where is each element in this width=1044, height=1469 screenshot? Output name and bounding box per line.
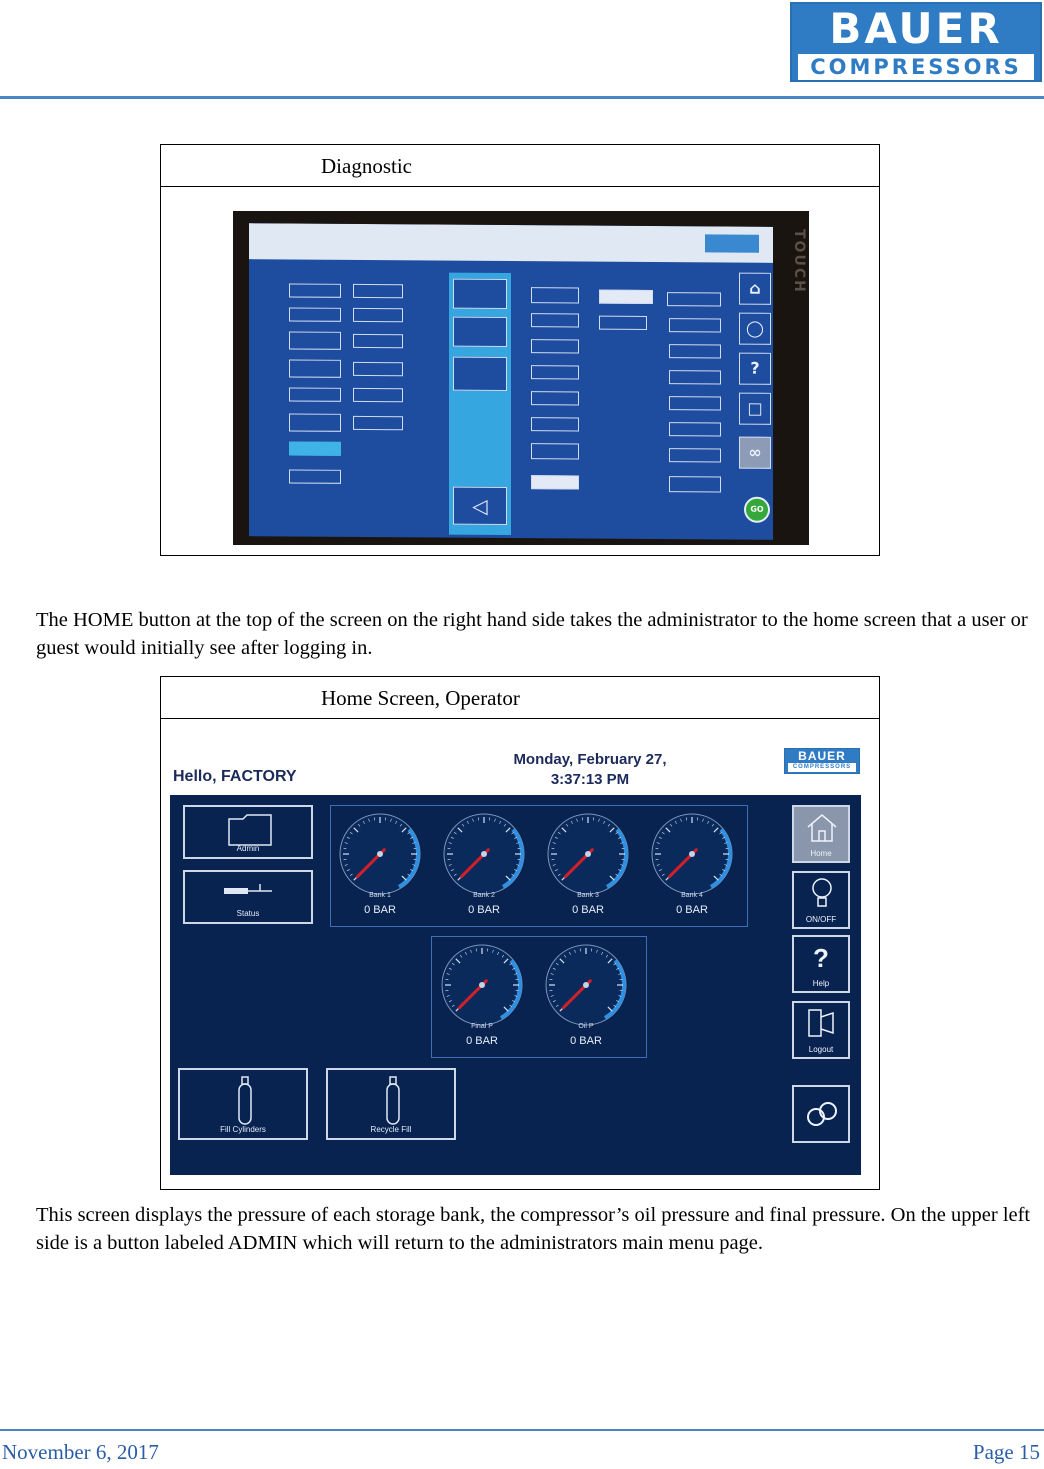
diag-value <box>353 388 403 402</box>
gauge-unit: BAR <box>477 904 500 916</box>
diag-button[interactable] <box>669 476 721 492</box>
cylinder-icon <box>383 1076 403 1126</box>
diag-button[interactable] <box>289 469 341 483</box>
diagnostic-touchscreen <box>249 223 773 540</box>
on-off-button[interactable] <box>792 871 850 929</box>
diag-button[interactable] <box>289 359 341 377</box>
diag-button[interactable] <box>453 279 507 309</box>
gauge-value: 0 <box>572 904 579 916</box>
folder-icon <box>227 813 273 847</box>
diag-value <box>669 344 721 358</box>
home-label: Home <box>810 849 832 858</box>
link-icon <box>802 1100 842 1130</box>
diag-gauge-button[interactable] <box>453 357 507 391</box>
fill-cylinders-label: Fill Cylinders <box>220 1125 266 1134</box>
diag-value <box>353 416 403 430</box>
gauge-face <box>540 939 632 1031</box>
screen-topbar <box>249 223 773 263</box>
diag-value <box>353 284 403 298</box>
recycle-fill-label: Recycle Fill <box>370 1125 412 1134</box>
fill-cylinders-button[interactable] <box>178 1068 308 1140</box>
screen-logo <box>784 748 860 774</box>
gauge-dial <box>334 808 426 900</box>
link-icon[interactable]: ∞ <box>739 437 771 469</box>
diag-value <box>599 316 647 330</box>
paragraph-home-screen: This screen displays the pressure of each storage bank, the compressor’s oil pressure and final pressure. On the upper left side is a button labeled ADMIN which will return to the administrators main menu page. <box>36 1204 1031 1254</box>
footer-rule <box>0 1429 1044 1431</box>
diag-button[interactable] <box>669 396 721 410</box>
gauge-dial <box>438 808 530 900</box>
logout-icon <box>805 1007 839 1039</box>
footer-page-number: Page 15 <box>972 1440 1040 1464</box>
gauge-unit: BAR <box>579 1035 602 1047</box>
admin-label: Admin <box>236 844 260 853</box>
date-line: Monday, February 27, <box>513 751 667 768</box>
gauge-reading <box>542 904 634 916</box>
logout-icon[interactable]: □ <box>739 393 771 425</box>
status-button[interactable] <box>183 870 313 924</box>
gauge-dial <box>646 808 738 900</box>
status-label: Status <box>236 909 260 918</box>
diag-value <box>353 362 403 376</box>
diag-button-light[interactable] <box>531 475 579 489</box>
gauge-dial <box>542 808 634 900</box>
gauge-unit: BAR <box>475 1035 498 1047</box>
cylinder-icon <box>235 1076 255 1126</box>
gauge-unit: BAR <box>685 904 708 916</box>
logo-subtitle: COMPRESSORS <box>798 54 1034 80</box>
gauge-face <box>438 808 530 900</box>
gauge-value: 0 <box>570 1035 577 1047</box>
on-off-label: ON/OFF <box>805 915 837 924</box>
recycle-fill-button[interactable] <box>326 1068 456 1140</box>
bezel-text: TOUCH <box>791 229 807 294</box>
gauge-value: 0 <box>466 1035 473 1047</box>
diag-button[interactable] <box>453 317 507 347</box>
gauge-unit: BAR <box>581 904 604 916</box>
gauge-label: Bank 1 <box>369 892 391 899</box>
lightbulb-icon[interactable]: ◯ <box>739 313 771 345</box>
diag-button[interactable] <box>669 370 721 384</box>
gauge-label: Bank 4 <box>681 892 703 899</box>
gauge-unit: BAR <box>373 904 396 916</box>
gauge-reading <box>438 904 530 916</box>
diag-button[interactable] <box>667 292 721 306</box>
gauge-value: 0 <box>676 904 683 916</box>
diag-button[interactable] <box>531 313 579 327</box>
home-icon[interactable]: ⌂ <box>739 273 771 305</box>
gauge-value: 0 <box>468 904 475 916</box>
diag-button[interactable] <box>531 339 579 353</box>
diag-value <box>353 334 403 348</box>
gauge-reading <box>334 904 426 916</box>
gauge-label: Bank 2 <box>473 892 495 899</box>
gauge-face <box>436 939 528 1031</box>
gauge-face <box>646 808 738 900</box>
diag-button[interactable] <box>289 307 341 321</box>
diag-button[interactable] <box>531 287 579 303</box>
gauge-dial <box>436 939 528 1031</box>
diag-button[interactable] <box>289 331 341 349</box>
bauer-logo <box>790 2 1042 82</box>
logo-wordmark: BAUER <box>829 4 1003 53</box>
gauge-face <box>542 808 634 900</box>
lightbulb-icon <box>810 877 834 909</box>
diag-button-light[interactable] <box>599 290 653 304</box>
figure-caption: Home Screen, Operator <box>161 677 879 719</box>
pressure-gauge-icon <box>220 882 280 902</box>
greeting-text: Hello, FACTORY <box>173 768 297 785</box>
home-button[interactable] <box>792 805 850 863</box>
diag-button-selected[interactable] <box>289 441 341 455</box>
back-arrow-button[interactable]: ◁ <box>453 487 507 525</box>
help-button[interactable] <box>792 935 850 993</box>
home-screen <box>170 740 861 1175</box>
diag-button[interactable] <box>289 413 341 431</box>
paragraph-home-button: The HOME button at the top of the screen on the right hand side takes the administrator to the home screen that a user or guest would initially see after logging in. <box>36 609 1028 659</box>
diag-button[interactable] <box>669 448 721 462</box>
diag-button[interactable] <box>669 422 721 436</box>
screen-logo <box>705 234 759 252</box>
help-label: Help <box>812 979 830 988</box>
date-time <box>480 750 700 790</box>
gauge-reading <box>436 1035 528 1047</box>
logout-label: Logout <box>808 1045 834 1054</box>
diagnostic-middle-column <box>449 273 511 535</box>
go-button[interactable]: GO <box>744 497 770 523</box>
gauge-value: 0 <box>364 904 371 916</box>
gauge-label: Oil P <box>578 1023 594 1030</box>
header-rule <box>0 96 1044 99</box>
diag-button[interactable] <box>531 365 579 379</box>
diag-value <box>669 318 721 332</box>
diag-value <box>353 308 403 322</box>
home-panel <box>170 795 861 1175</box>
time-line: 3:37:13 PM <box>550 771 630 788</box>
logo-subtitle: COMPRESSORS <box>788 763 856 772</box>
link-button[interactable] <box>792 1085 850 1143</box>
gauge-reading <box>540 1035 632 1047</box>
diag-button[interactable] <box>289 283 341 297</box>
footer-date: November 6, 2017 <box>2 1440 159 1464</box>
gauge-label: Final P <box>471 1023 493 1030</box>
diag-button[interactable] <box>531 391 579 405</box>
admin-button[interactable] <box>183 805 313 859</box>
gauge-face <box>334 808 426 900</box>
home-icon <box>805 813 839 843</box>
diag-button[interactable] <box>531 443 579 459</box>
figure-caption: Diagnostic <box>161 145 879 187</box>
logout-button[interactable] <box>792 1001 850 1059</box>
gauge-label: Bank 3 <box>577 892 599 899</box>
diag-button[interactable] <box>289 387 341 401</box>
diagnostic-photo <box>233 211 809 545</box>
diag-button[interactable] <box>531 417 579 431</box>
logo-wordmark: BAUER <box>798 749 846 763</box>
question-icon[interactable]: ? <box>739 353 771 385</box>
gauge-reading <box>646 904 738 916</box>
question-icon: ? <box>813 943 829 973</box>
gauge-dial <box>540 939 632 1031</box>
